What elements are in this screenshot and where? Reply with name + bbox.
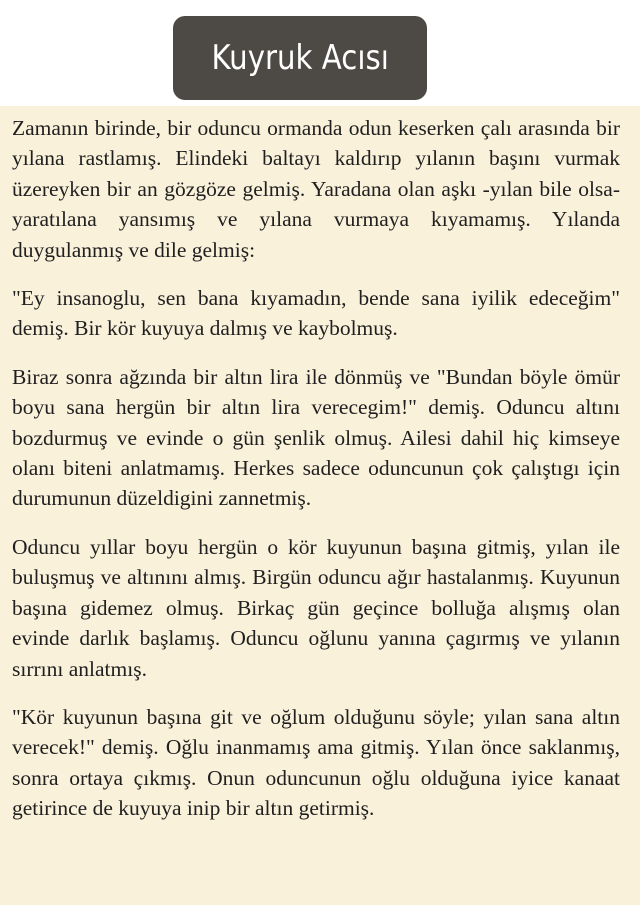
- story-body: [12, 113, 620, 842]
- story-paragraph-4: Oduncu yıllar boyu hergün o kör kuyunun başına gitmiş, yılan ile buluşmuş ve altınını almış. Birgün oduncu ağır hastalanmış. Kuyunun başına gidemez olmuş. Birkaç gün geçince bolluğa alışmış olan evinde darlık başlamış. Oduncu oğlunu yanına çagırmış ve yılanın sırrını anlatmış.: [12, 534, 620, 681]
- story-paragraph-3: Biraz sonra ağzında bir altın lira ile dönmüş ve "Bundan böyle ömür boyu sana hergün bir altın lira verecegim!" demiş. Oduncu altını bozdurmuş ve evinde o gün şenlik olmuş. Ailesi dahil hiç kimseye olanı biteni anlatmamış. Herkes sadece oduncunun çok çalıştıgı için durumunun düzeldigini zannetmiş.: [12, 364, 620, 511]
- title-banner: [173, 16, 427, 100]
- story-paragraph-1: Zamanın birinde, bir oduncu ormanda odun keserken çalı arasında bir yılana rastlamış. Elindeki baltayı kaldırıp yılanın başını vurmak üzereyken bir an gözgöze gelmiş. Yaradana olan aşkı -yılan bile olsa- yaratılana yansımış ve yılana vurmaya kıyamamış. Yılanda duygulanmış ve dile gelmiş:: [12, 116, 620, 262]
- story-paragraph-5: "Kör kuyunun başına git ve oğlum olduğunu söyle; yılan sana altın verecek!" demiş. Oğlu inanmamış ama gitmiş. Yılan önce saklanmış, sonra ortaya çıkmış. Onun oduncunun oğlu olduğuna iyice kanaat getirince de kuyuya inip bir altın getirmiş.: [12, 704, 620, 821]
- page-title: Kuyruk Acısı: [211, 38, 389, 78]
- story-paragraph-2: "Ey insanoglu, sen bana kıyamadın, bende sana iyilik edeceğim" demiş. Bir kör kuyuya dalmış ve kaybolmuş.: [12, 286, 620, 341]
